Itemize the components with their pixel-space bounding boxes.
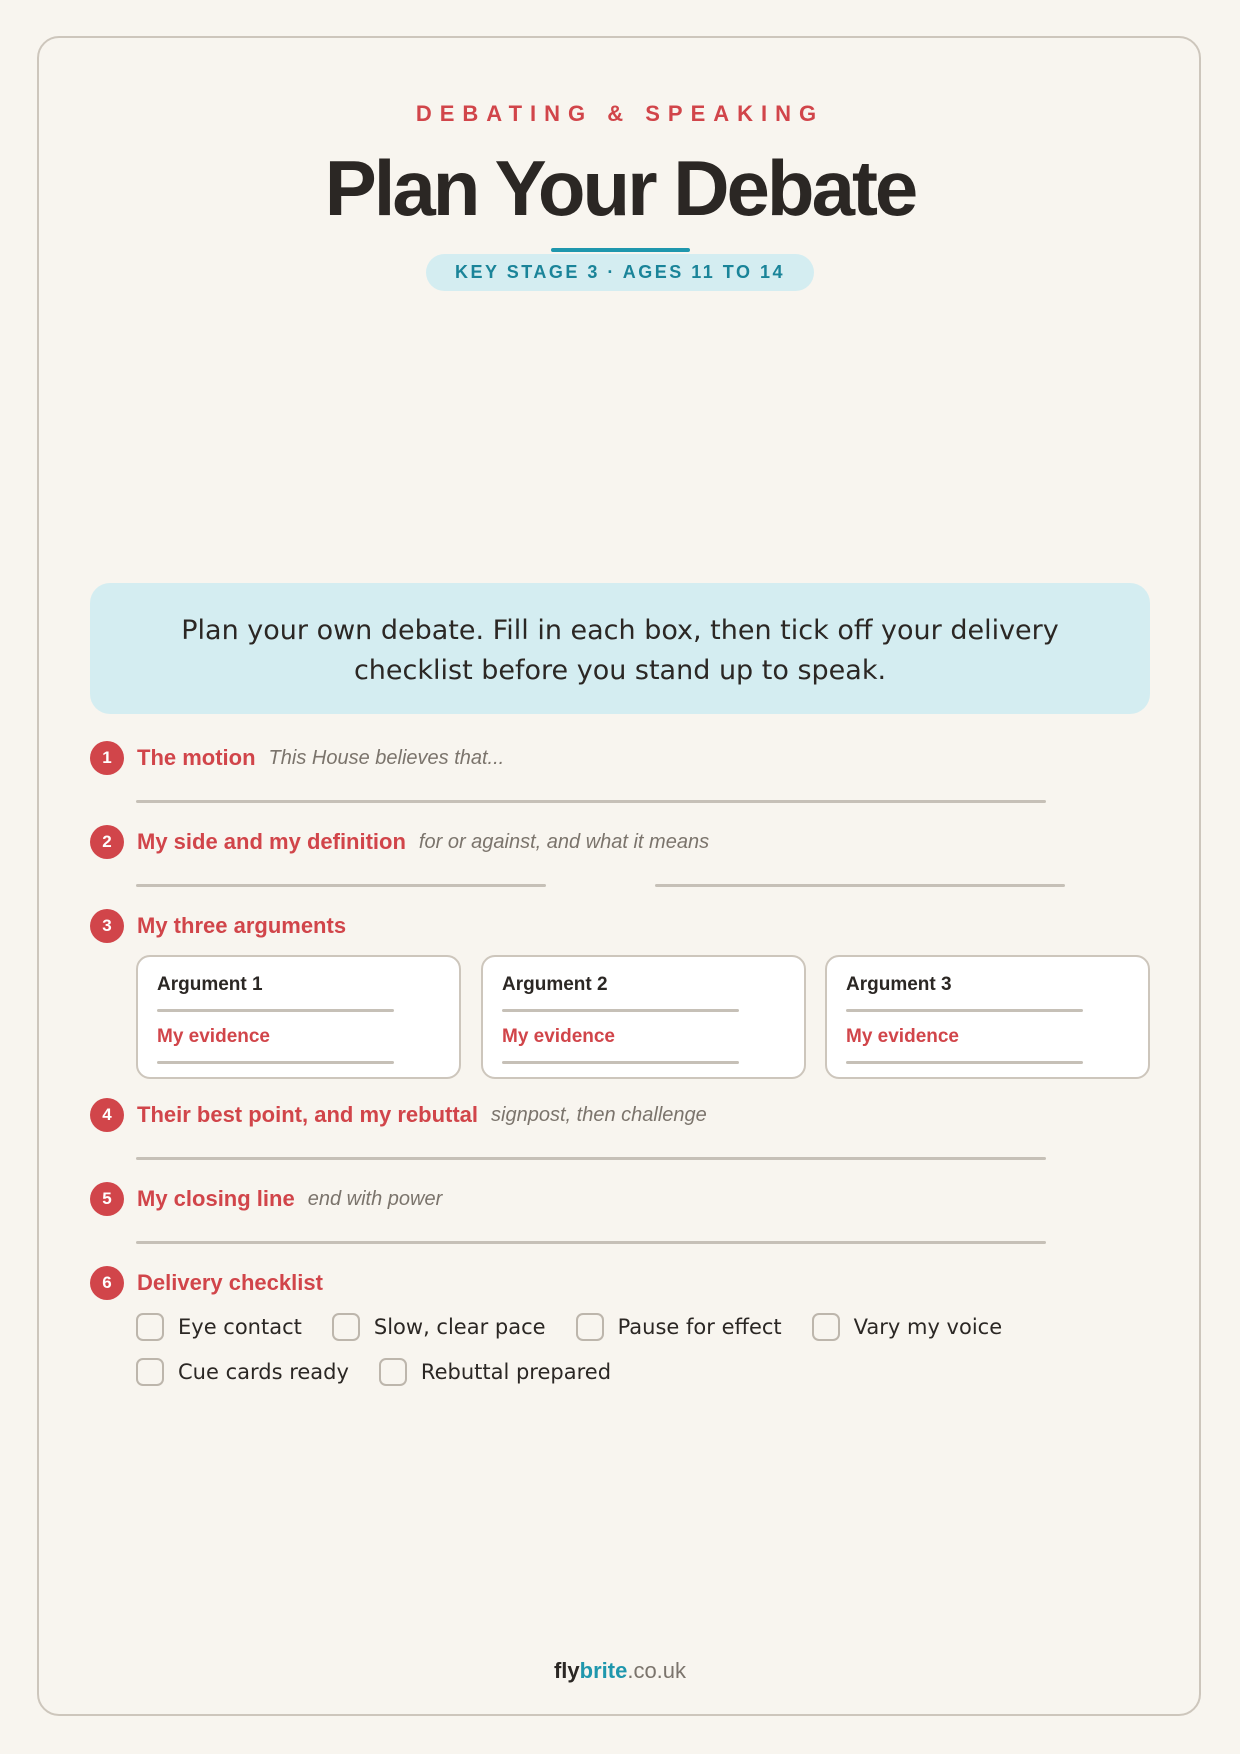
step-title: Their best point, and my rebuttal	[137, 1102, 479, 1127]
checklist-label: Eye contact	[178, 1315, 302, 1339]
step-title: My closing line	[137, 1186, 295, 1211]
checkbox[interactable]	[379, 1358, 407, 1386]
checkbox[interactable]	[576, 1313, 604, 1341]
checkbox[interactable]	[136, 1358, 164, 1386]
brand-domain: .co.uk	[627, 1658, 687, 1683]
step-delivery-checklist	[90, 1266, 323, 1300]
step-title: The motion	[137, 745, 256, 770]
step-closing-line	[90, 1182, 442, 1216]
checklist-label: Cue cards ready	[178, 1360, 349, 1384]
step-arguments	[90, 909, 346, 943]
step-title: Delivery checklist	[137, 1270, 323, 1295]
checklist-label: Rebuttal prepared	[420, 1360, 612, 1384]
evidence-label: My evidence	[502, 1026, 615, 1047]
evidence-write-line[interactable]	[502, 1061, 739, 1064]
argument-card-1	[136, 955, 461, 1079]
step-hint: signpost, then challenge	[491, 1103, 707, 1126]
checklist-item-eye-contact[interactable]	[136, 1313, 302, 1341]
footer-brand	[0, 1657, 1240, 1685]
checkbox[interactable]	[136, 1313, 164, 1341]
step-number: 4	[90, 1098, 124, 1132]
argument-card-2	[481, 955, 806, 1079]
definition-write-line[interactable]	[655, 884, 1065, 887]
step-number: 3	[90, 909, 124, 943]
step-motion	[90, 741, 504, 775]
step-hint: end with power	[307, 1187, 443, 1210]
argument-write-line[interactable]	[502, 1009, 739, 1012]
step-title: My three arguments	[137, 913, 347, 938]
step-number: 2	[90, 825, 124, 859]
argument-card-3	[825, 955, 1150, 1079]
eyebrow-label: DEBATING & SPEAKING	[415, 101, 825, 126]
closing-write-line[interactable]	[136, 1241, 1046, 1244]
step-number: 1	[90, 741, 124, 775]
brand-fly: fly	[553, 1658, 580, 1683]
step-hint: for or against, and what it means	[418, 830, 710, 853]
evidence-label: My evidence	[846, 1026, 959, 1047]
step-hint: This House believes that...	[268, 746, 505, 769]
rebuttal-write-line[interactable]	[136, 1157, 1046, 1160]
checklist-row-1	[136, 1313, 1032, 1341]
evidence-label: My evidence	[157, 1026, 270, 1047]
side-write-line[interactable]	[136, 884, 546, 887]
argument-label: Argument 2	[502, 974, 608, 995]
argument-write-line[interactable]	[846, 1009, 1083, 1012]
step-rebuttal	[90, 1098, 707, 1132]
step-side-definition	[90, 825, 709, 859]
checklist-label: Slow, clear pace	[373, 1315, 546, 1339]
checklist-item-pace[interactable]	[332, 1313, 546, 1341]
argument-label: Argument 1	[157, 974, 263, 995]
key-stage-badge: KEY STAGE 3 · AGES 11 TO 14	[426, 254, 814, 291]
brand-brite: brite	[579, 1658, 628, 1683]
checklist-item-pause[interactable]	[576, 1313, 782, 1341]
evidence-write-line[interactable]	[846, 1061, 1083, 1064]
step-title: My side and my definition	[137, 829, 406, 854]
evidence-write-line[interactable]	[157, 1061, 394, 1064]
checklist-item-cue-cards[interactable]	[136, 1358, 349, 1386]
checklist-label: Pause for effect	[617, 1315, 782, 1339]
title-underline	[551, 248, 690, 252]
page-title: Plan Your Debate	[324, 144, 916, 232]
checklist-label: Vary my voice	[853, 1315, 1003, 1339]
step-number: 6	[90, 1266, 124, 1300]
checkbox[interactable]	[332, 1313, 360, 1341]
checklist-row-2	[136, 1358, 641, 1386]
motion-write-line[interactable]	[136, 800, 1046, 803]
argument-write-line[interactable]	[157, 1009, 394, 1012]
checklist-item-rebuttal[interactable]	[379, 1358, 611, 1386]
argument-label: Argument 3	[846, 974, 952, 995]
instructions-panel: Plan your own debate. Fill in each box, then tick off your delivery checklist before you stand up to speak.	[90, 583, 1150, 714]
checklist-item-voice[interactable]	[812, 1313, 1002, 1341]
step-number: 5	[90, 1182, 124, 1216]
checkbox[interactable]	[812, 1313, 840, 1341]
